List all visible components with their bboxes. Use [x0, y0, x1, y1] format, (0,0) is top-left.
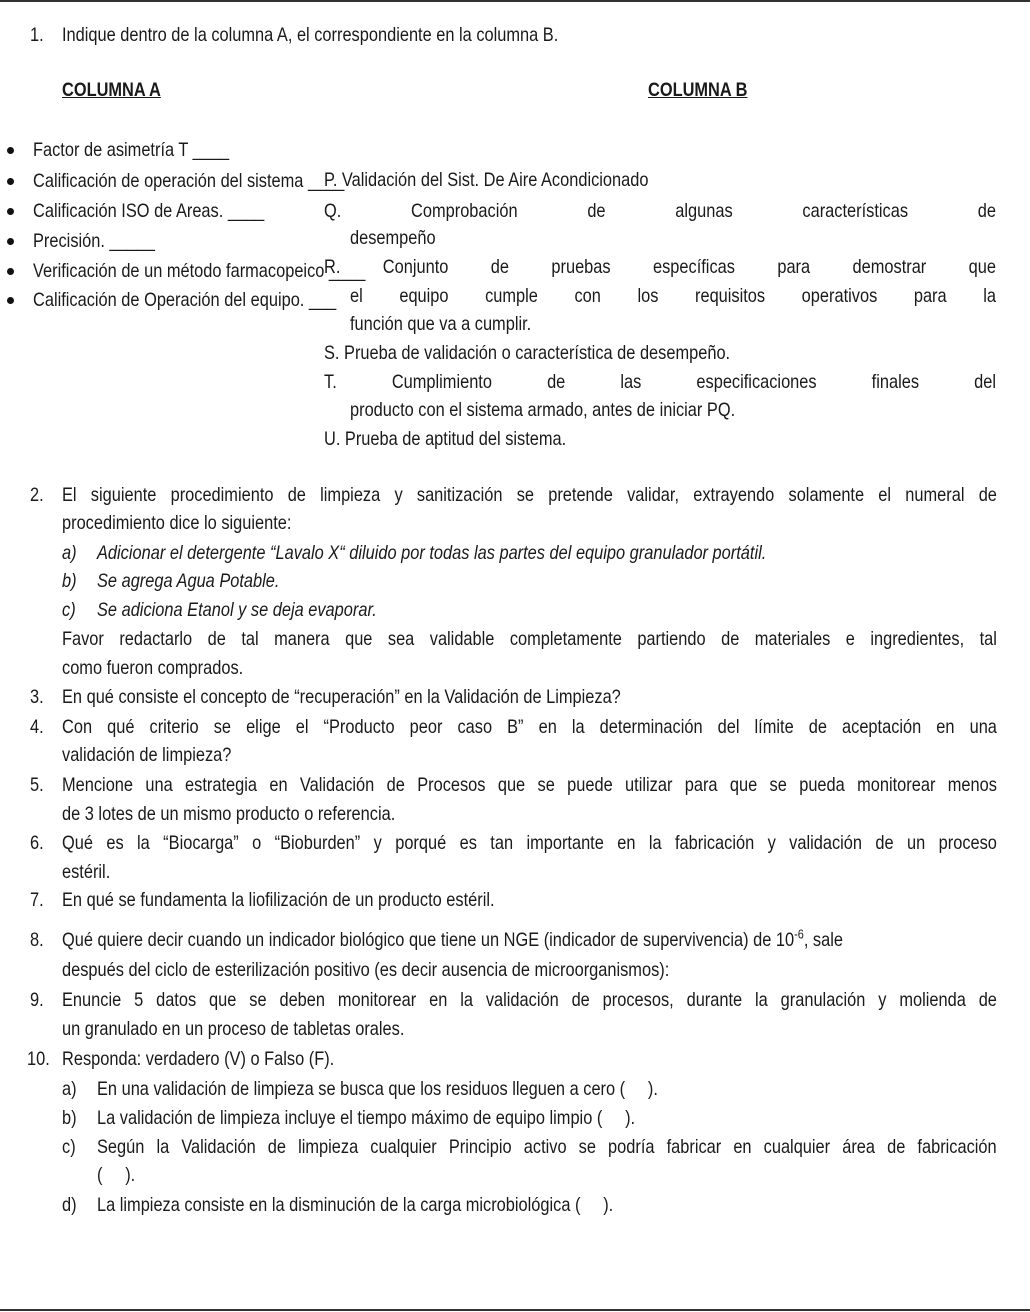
q10-item: La limpieza consiste en la disminución de la carga microbiológica ( ).: [97, 1194, 614, 1216]
q8-number: 8.: [30, 929, 44, 951]
column-b-item-r-cont: el equipo cumple con los requisitos operativos para la: [350, 285, 996, 307]
q10-number: 10.: [27, 1048, 50, 1070]
q5-number: 5.: [30, 774, 44, 796]
q1-text: Indique dentro de la columna A, el correspondiente en la columna B.: [62, 24, 559, 46]
bullet-icon: [7, 208, 14, 215]
q8-text-main: Qué quiere decir cuando un indicador biológico que tiene un NGE (indicador de supervivencia) de 10: [62, 929, 795, 951]
q5-text: Mencione una estrategia en Validación de Procesos que se puede utilizar para que se pueda monitorear menos: [62, 774, 997, 796]
q2-text-cont: procedimiento dice lo siguiente:: [62, 512, 292, 534]
q9-number: 9.: [30, 989, 44, 1011]
q6-number: 6.: [30, 832, 44, 854]
bullet-icon: [7, 297, 14, 304]
q8-text-cont: después del ciclo de esterilización positivo (es decir ausencia de microorganismos):: [62, 959, 670, 981]
column-b-item-t-cont: producto con el sistema armado, antes de iniciar PQ.: [350, 399, 736, 421]
column-b-item-q-cont: desempeño: [350, 227, 436, 249]
q3-number: 3.: [30, 686, 44, 708]
q3-text: En qué consiste el concepto de “recuperación” en la Validación de Limpieza?: [62, 686, 621, 708]
q10-item-label: c): [62, 1136, 76, 1158]
q4-number: 4.: [30, 716, 44, 738]
q9-text: Enuncie 5 datos que se deben monitorear en la validación de procesos, durante la granulación y molienda de: [62, 989, 997, 1011]
column-a-title: COLUMNA A: [62, 79, 161, 101]
bullet-icon: [7, 178, 14, 185]
q10-item-label: b): [62, 1107, 77, 1129]
column-b-item-t: T. Cumplimiento de las especificaciones finales del: [324, 371, 996, 393]
column-b-item-r: R. Conjunto de pruebas específicas para demostrar que: [324, 256, 996, 278]
column-a-item: Precisión. _____: [33, 230, 156, 252]
q10-item-label: d): [62, 1194, 77, 1216]
q10-item: La validación de limpieza incluye el tiempo máximo de equipo limpio ( ).: [97, 1107, 636, 1129]
column-a-item: Calificación ISO de Areas. ____: [33, 200, 265, 222]
q8-exponent: -6: [794, 926, 804, 942]
q10-item-cont: ( ).: [97, 1164, 136, 1186]
q8-text: [62, 928, 843, 952]
q2-step-label: c): [62, 599, 76, 621]
column-a-item: Calificación de Operación del equipo. ___: [33, 289, 337, 311]
q2-instruction-cont: como fueron comprados.: [62, 657, 244, 679]
q2-step: Se agrega Agua Potable.: [97, 570, 280, 592]
bullet-icon: [7, 268, 14, 275]
bottom-border: [0, 1309, 1030, 1311]
top-border: [0, 0, 1030, 2]
q2-step-label: b): [62, 570, 77, 592]
column-a-item: Verificación de un método farmacopeico ____: [33, 260, 366, 282]
bullet-icon: [7, 238, 14, 245]
q10-item: En una validación de limpieza se busca que los residuos lleguen a cero ( ).: [97, 1078, 658, 1100]
q2-step-label: a): [62, 542, 77, 564]
q1-number: 1.: [30, 24, 44, 46]
q2-instruction: Favor redactarlo de tal manera que sea validable completamente partiendo de materiales e ingredientes, tal: [62, 628, 997, 650]
q8-text-end: , sale: [803, 929, 843, 951]
column-b-item-r-cont: función que va a cumplir.: [350, 313, 532, 335]
q6-text-cont: estéril.: [62, 861, 111, 883]
column-b-item-q: Q. Comprobación de algunas características de: [324, 200, 996, 222]
column-a-item: Calificación de operación del sistema ____: [33, 170, 345, 192]
column-b-item-u: U. Prueba de aptitud del sistema.: [324, 428, 567, 450]
column-b-item-s: S. Prueba de validación o característica de desempeño.: [324, 342, 731, 364]
q2-text: El siguiente procedimiento de limpieza y sanitización se pretende validar, extrayendo solamente el numeral de: [62, 484, 997, 506]
bullet-icon: [7, 147, 14, 154]
q2-step: Se adiciona Etanol y se deja evaporar.: [97, 599, 377, 621]
q9-text-cont: un granulado en un proceso de tabletas orales.: [62, 1018, 405, 1040]
column-b-title: COLUMNA B: [648, 79, 748, 101]
column-a-item: Factor de asimetría T ____: [33, 139, 230, 161]
q10-text: Responda: verdadero (V) o Falso (F).: [62, 1048, 335, 1070]
q5-text-cont: de 3 lotes de un mismo producto o referencia.: [62, 803, 396, 825]
q2-step: Adicionar el detergente “Lavalo X“ diluido por todas las partes del equipo granulador portátil.: [97, 542, 767, 564]
q4-text: Con qué criterio se elige el “Producto peor caso B” en la determinación del límite de aceptación en una: [62, 716, 997, 738]
q4-text-cont: validación de limpieza?: [62, 744, 232, 766]
q10-item-label: a): [62, 1078, 77, 1100]
q6-text: Qué es la “Biocarga” o “Bioburden” y porqué es tan importante en la fabricación y validación de un proceso: [62, 832, 997, 854]
q10-item: Según la Validación de limpieza cualquier Principio activo se podría fabricar en cualquier área de fabricación: [97, 1136, 997, 1158]
column-b-item-p: P. Validación del Sist. De Aire Acondicionado: [324, 169, 649, 191]
q2-number: 2.: [30, 484, 44, 506]
q7-number: 7.: [30, 889, 44, 911]
q7-text: En qué se fundamenta la liofilización de un producto estéril.: [62, 889, 495, 911]
